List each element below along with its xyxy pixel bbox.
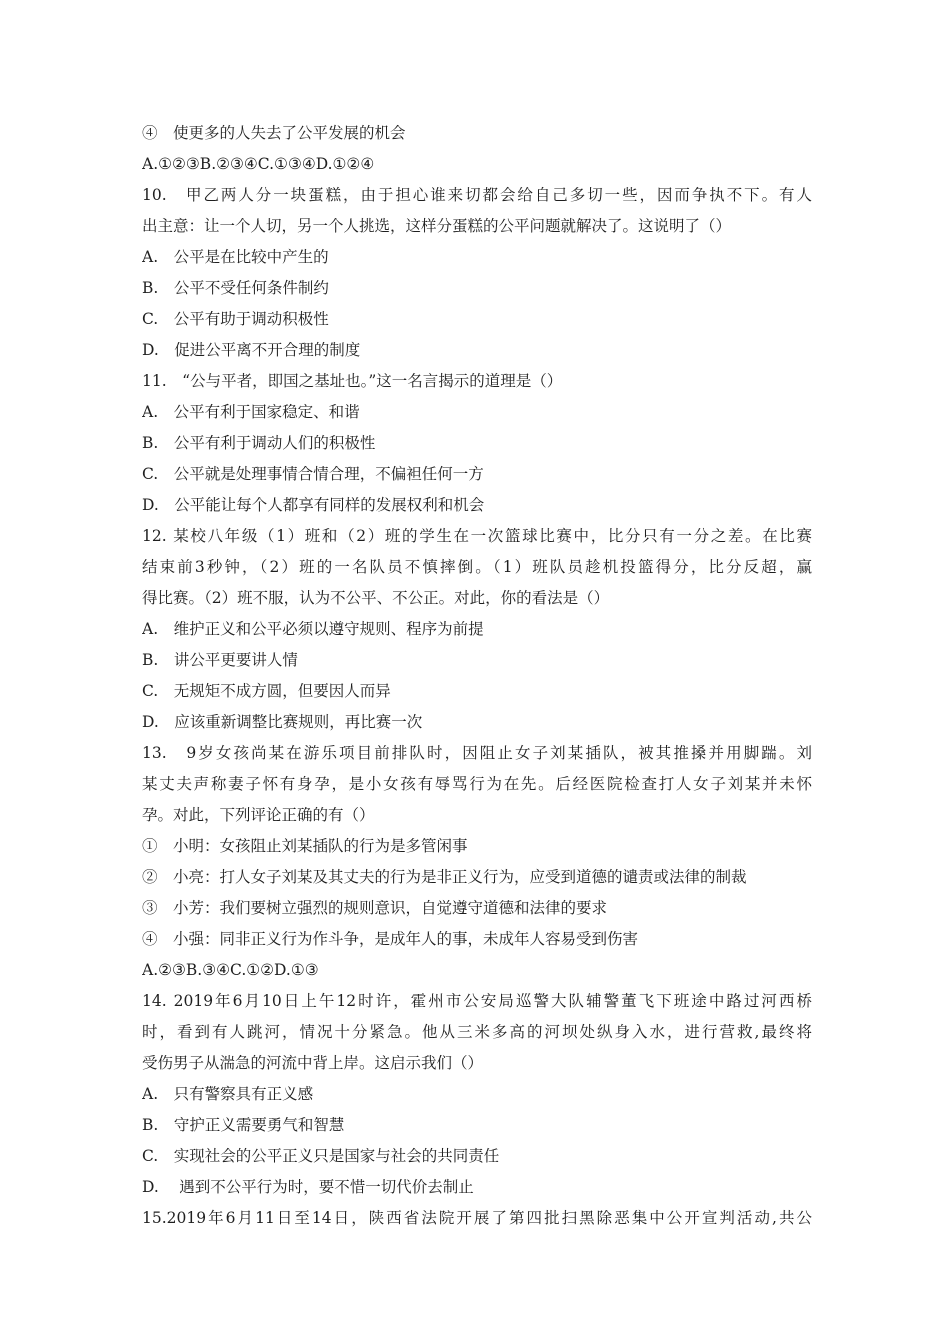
question-14-option-c: C. 实现社会的公平正义只是国家与社会的共同责任	[142, 1147, 500, 1165]
answer-options-line: A.①②③B.②③④C.①③④D.①②④	[142, 155, 375, 173]
question-12-stem: 12. 某校八年级（1）班和（2）班的学生在一次篮球比赛中，比分只有一分之差。在比赛	[142, 527, 812, 545]
question-11-option-b: B. 公平有利于调动人们的积极性	[142, 434, 376, 452]
question-10-stem-cont: 出主意：让一个人切，另一个人挑选，这样分蛋糕的公平问题就解决了。这说明了（）	[142, 217, 732, 235]
question-11-option-c: C. 公平就是处理事情合情合理，不偏袒任何一方	[142, 465, 484, 483]
question-11-option-d: D. 公平能让每个人都享有同样的发展权利和机会	[142, 496, 485, 514]
question-10-stem: 10. 甲乙两人分一块蛋糕，由于担心谁来切都会给自己多切一些，因而争执不下。有人	[142, 186, 812, 204]
question-14-option-d: D. 遇到不公平行为时，要不惜一切代价去制止	[142, 1178, 474, 1196]
question-13-stem: 13. 9岁女孩尚某在游乐项目前排队时，因阻止女子刘某插队，被其推搡并用脚踹。刘	[142, 744, 812, 762]
question-10-option-b: B. 公平不受任何条件制约	[142, 279, 329, 297]
question-15-stem: 15.2019年6月11日至14日，陕西省法院开展了第四批扫黑除恶集中公开宣判活动,共公	[142, 1209, 812, 1227]
question-14-stem-cont: 时，看到有人跳河，情况十分紧急。他从三米多高的河坝处纵身入水，进行营救,最终将	[142, 1023, 812, 1041]
question-13-stem-end: 孕。对此，下列评论正确的有（）	[142, 806, 375, 824]
question-14-option-a: A. 只有警察具有正义感	[142, 1085, 314, 1103]
question-12-option-a: A. 维护正义和公平必须以遵守规则、程序为前提	[142, 620, 484, 638]
question-12-option-b: B. 讲公平更要讲人情	[142, 651, 298, 669]
question-10-option-d: D. 促进公平离不开合理的制度	[142, 341, 361, 359]
question-12-option-d: D. 应该重新调整比赛规则，再比赛一次	[142, 713, 423, 731]
question-12-stem-end: 得比赛。（2）班不服，认为不公平、不公正。对此，你的看法是（）	[142, 589, 610, 607]
text-line: ④ 使更多的人失去了公平发展的机会	[142, 124, 406, 142]
question-13-statement-3: ③ 小芳：我们要树立强烈的规则意识，自觉遵守道德和法律的要求	[142, 899, 608, 917]
question-14-stem-end: 受伤男子从湍急的河流中背上岸。这启示我们（）	[142, 1054, 484, 1072]
question-11-stem: 11. “公与平者，即国之基址也。”这一名言揭示的道理是（）	[142, 372, 563, 390]
question-13-statement-4: ④ 小强：同非正义行为作斗争，是成年人的事，未成年人容易受到伤害	[142, 930, 639, 948]
question-13-stem-cont: 某丈夫声称妻子怀有身孕，是小女孩有辱骂行为在先。后经医院检查打人女子刘某并未怀	[142, 775, 812, 793]
question-14-stem: 14. 2019年6月10日上午12时许，霍州市公安局巡警大队辅警董飞下班途中路过河西桥	[142, 992, 812, 1010]
question-14-option-b: B. 守护正义需要勇气和智慧	[142, 1116, 345, 1134]
question-11-option-a: A. 公平有利于国家稳定、和谐	[142, 403, 360, 421]
question-12-stem-cont: 结束前3秒钟，（2）班的一名队员不慎摔倒。（1）班队员趁机投篮得分，比分反超，赢	[142, 558, 812, 576]
document-body	[142, 118, 812, 1234]
question-13-statement-1: ① 小明：女孩阻止刘某插队的行为是多管闲事	[142, 837, 468, 855]
question-10-option-a: A. 公平是在比较中产生的	[142, 248, 329, 266]
question-13-options: A.②③B.③④C.①②D.①③	[142, 961, 319, 979]
question-12-option-c: C. 无规矩不成方圆，但要因人而异	[142, 682, 391, 700]
question-13-statement-2: ② 小亮：打人女子刘某及其丈夫的行为是非正义行为，应受到道德的谴责或法律的制裁	[142, 868, 747, 886]
question-10-option-c: C. 公平有助于调动积极性	[142, 310, 329, 328]
